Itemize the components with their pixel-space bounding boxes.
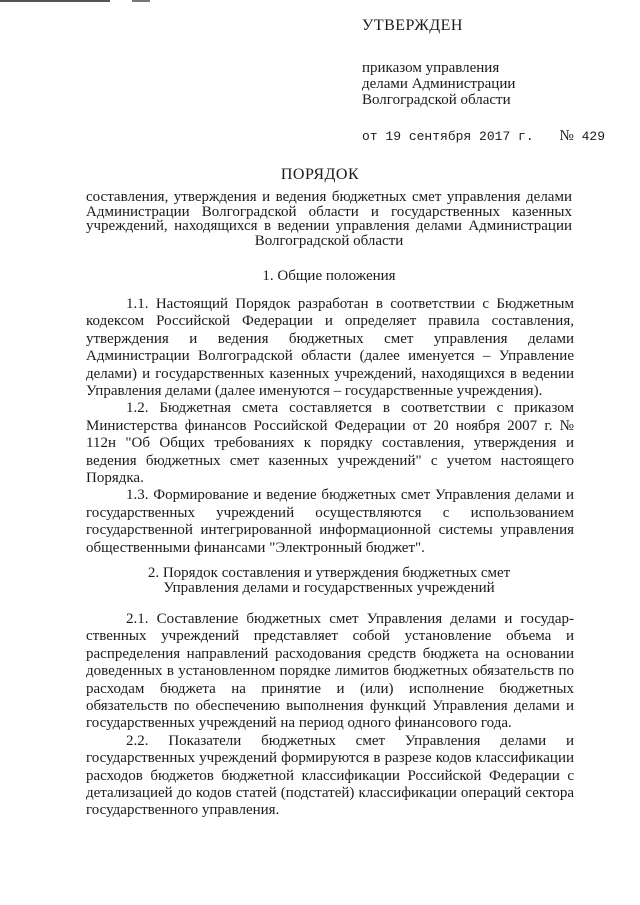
approval-order-line: Волгоградской области: [362, 92, 511, 108]
document-subtitle: составления, утверждения и ведения бюджетных смет управления делами Администрации Волгоградской области и государственных казенных учреждений, находящихся в ведении управления делами Администрации Волгоградской области: [86, 189, 572, 249]
approval-block: [362, 18, 622, 145]
paragraph-2-1: 2.1. Составление бюджетных смет Управления делами и государ-ственных учреждений представляет собой установление объема и распределения направлений расходования средств бюджета на основании доведенных в установленном порядке лимитов бюджетных обязательств по расходам бюджета на принятие и (или) исполнение бюджетных обязательств по обеспечению выполнения функций Управления делами и государственных учреждений на период одного финансового года.: [86, 611, 574, 732]
section-2-heading-line: 2. Порядок составления и утверждения бюджетных смет: [147, 565, 511, 581]
section-2-heading-line: Управления делами и государственных учреждений: [163, 580, 495, 596]
number-sign: №: [559, 128, 574, 144]
section-1-heading: 1. Общие положения: [262, 268, 396, 284]
section-1-body: [86, 296, 574, 557]
order-number: 429: [581, 129, 605, 144]
section-2-heading: [86, 566, 572, 596]
approved-stamp-title: УТВЕРЖДЕН: [362, 17, 463, 34]
scan-edge-line: [0, 0, 110, 2]
approval-order-line: приказом управления: [362, 60, 500, 76]
scan-edge-line: [132, 0, 150, 2]
document-title: ПОРЯДОК: [280, 166, 360, 183]
paragraph-1-2: 1.2. Бюджетная смета составляется в соответствии с приказом Министерства финансов Российской Федерации от 20 ноября 2007 г. № 112н "Об Общих требованиях к порядку составления, утверждения и ведения бюджетных смет казенных учреждений" с учетом настоящего Порядка.: [86, 400, 574, 487]
section-2-body: [86, 611, 574, 820]
approval-date-line: [362, 128, 622, 145]
paragraph-1-1: 1.1. Настоящий Порядок разработан в соответствии с Бюджетным кодексом Российской Федерации и определяет правила составления, утверждения и ведения бюджетных смет управления делами Администрации Волгоградской области (далее именуется – Управление делами) и государственных казенных учреждений, находящихся в ведении Управления делами (далее именуются – государственные учреждения).: [86, 296, 574, 400]
paragraph-2-2: 2.2. Показатели бюджетных смет Управления делами и государственных учреждений формируются в разрезе кодов классификации расходов бюджетов бюджетной классификации Российской Федерации с детализацией до кодов статей (подстатей) классификации операций сектора государственного управления.: [86, 732, 574, 819]
approval-date: 19 сентября 2017 г.: [385, 129, 534, 144]
approval-order-line: делами Администрации: [362, 76, 516, 92]
date-prefix: от: [362, 129, 378, 144]
paragraph-1-3: 1.3. Формирование и ведение бюджетных смет Управления делами и государственных учреждений осуществляются с использованием государственной интегрированной информационной системы управления общественными финансами "Электронный бюджет".: [86, 487, 574, 556]
